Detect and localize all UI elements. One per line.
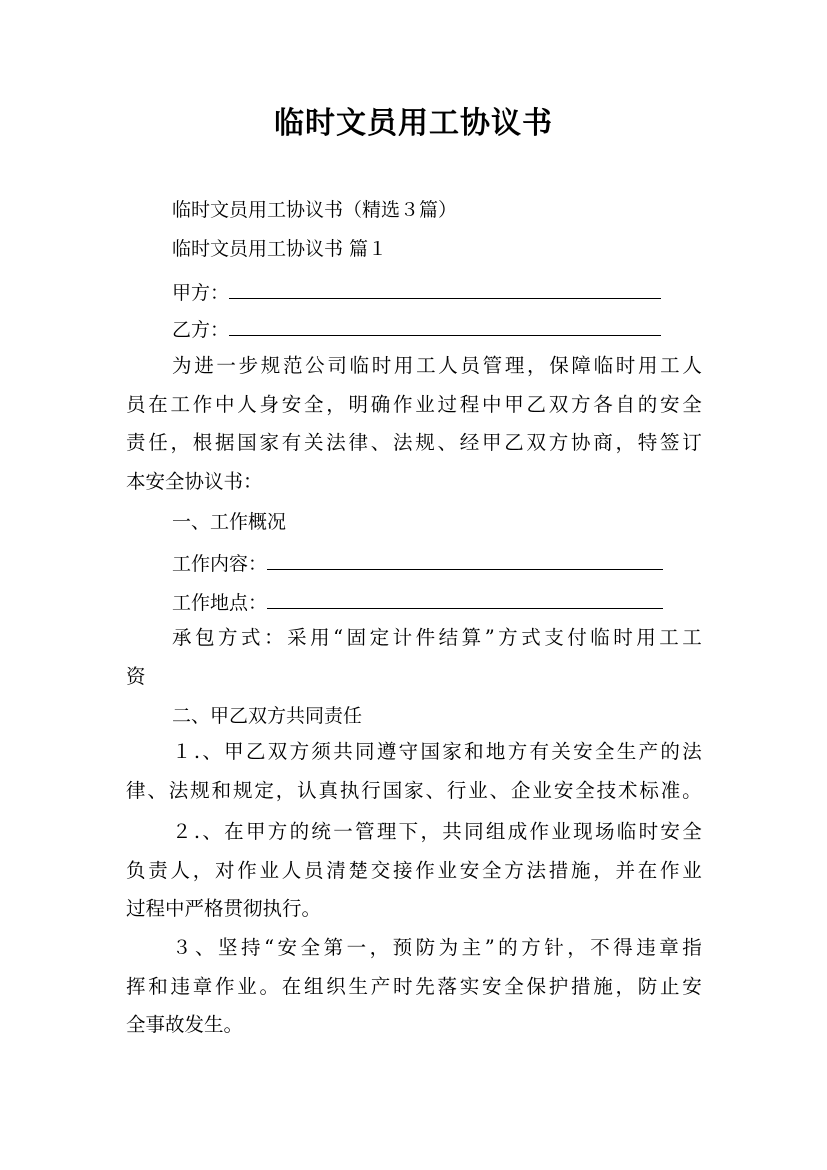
party-b-label: 乙方： [172, 319, 230, 341]
clause3-paragraph [126, 929, 702, 1045]
clause3-line-1: ３ 、 坚 持 “ 安 全 第 一 ， 预 防 为 主 ” 的 方 针 ， 不 得 违 章 指 [172, 936, 702, 959]
party-a-label: 甲方： [172, 282, 230, 304]
intro-line-4: 本安全协议书： [126, 469, 263, 493]
party-b-line [172, 316, 661, 342]
contract-method-paragraph [126, 619, 702, 696]
contract-method-line-1: 承 包 方 式 ： 采 用 “ 固 定 计 件 结 算 ” 方 式 支 付 临 时 用 工 工 [172, 626, 702, 649]
section2-heading: 二、甲乙双方共同责任 [172, 705, 363, 727]
intro-line-2: 员 在 工 作 中 人 身 安 全 ， 明 确 作 业 过 程 中 甲 乙 双 方 各 自 的 安 全 [126, 392, 702, 416]
clause2-line-1: ２ . 、 在 甲 方 的 统 一 管 理 下 ， 共 同 组 成 作 业 现 场 临 时 安 全 [172, 820, 702, 843]
work-location-blank[interactable] [267, 589, 663, 609]
party-b-blank[interactable] [229, 316, 661, 336]
document-title: 临时文员用工协议书 [274, 106, 553, 141]
intro-line-3: 责 任 ， 根 据 国 家 有 关 法 律 、 法 规 、 经 甲 乙 双 方 协 商 ， 特 签 订 [126, 431, 702, 454]
clause2-line-2: 负 责 人 ， 对 作 业 人 员 清 楚 交 接 作 业 安 全 方 法 措 施 ， 并 在 作 业 [126, 858, 702, 882]
clause1-paragraph [126, 733, 702, 810]
clause2-paragraph [126, 813, 702, 929]
intro-line-1: 为 进 一 步 规 范 公 司 临 时 用 工 人 员 管 理 ， 保 障 临 时 用 工 人 [172, 354, 702, 377]
clause2-line-3: 过程中严格贯彻执行。 [126, 897, 322, 920]
work-location-label: 工作地点： [172, 592, 268, 614]
section1-heading: 一、工作概况 [172, 511, 287, 533]
subtitle-line: 临时文员用工协议书（精选３篇） [172, 199, 458, 221]
clause3-line-3: 全事故发生。 [126, 1013, 244, 1036]
chapter-line: 临时文员用工协议书 篇１ [172, 238, 388, 260]
contract-method-line-2: 资 [126, 664, 146, 688]
work-content-line [172, 550, 663, 576]
intro-paragraph [126, 347, 702, 501]
work-content-blank[interactable] [267, 550, 663, 570]
clause3-line-2: 挥 和 违 章 作 业 。 在 组 织 生 产 时 先 落 实 安 全 保 护 措 施 ， 防 止 安 [126, 974, 702, 998]
clause1-line-1: １ . 、 甲 乙 双 方 须 共 同 遵 守 国 家 和 地 方 有 关 安 全 生 产 的 法 [172, 740, 702, 763]
party-a-blank[interactable] [229, 279, 661, 299]
clause1-line-2: 律 、 法 规 和 规 定 ， 认 真 执 行 国 家 、 行 业 、 企 业 安 全 技 术 标 准 。 [126, 778, 702, 802]
work-content-label: 工作内容： [172, 553, 268, 575]
party-a-line [172, 279, 661, 305]
work-location-line [172, 589, 663, 615]
